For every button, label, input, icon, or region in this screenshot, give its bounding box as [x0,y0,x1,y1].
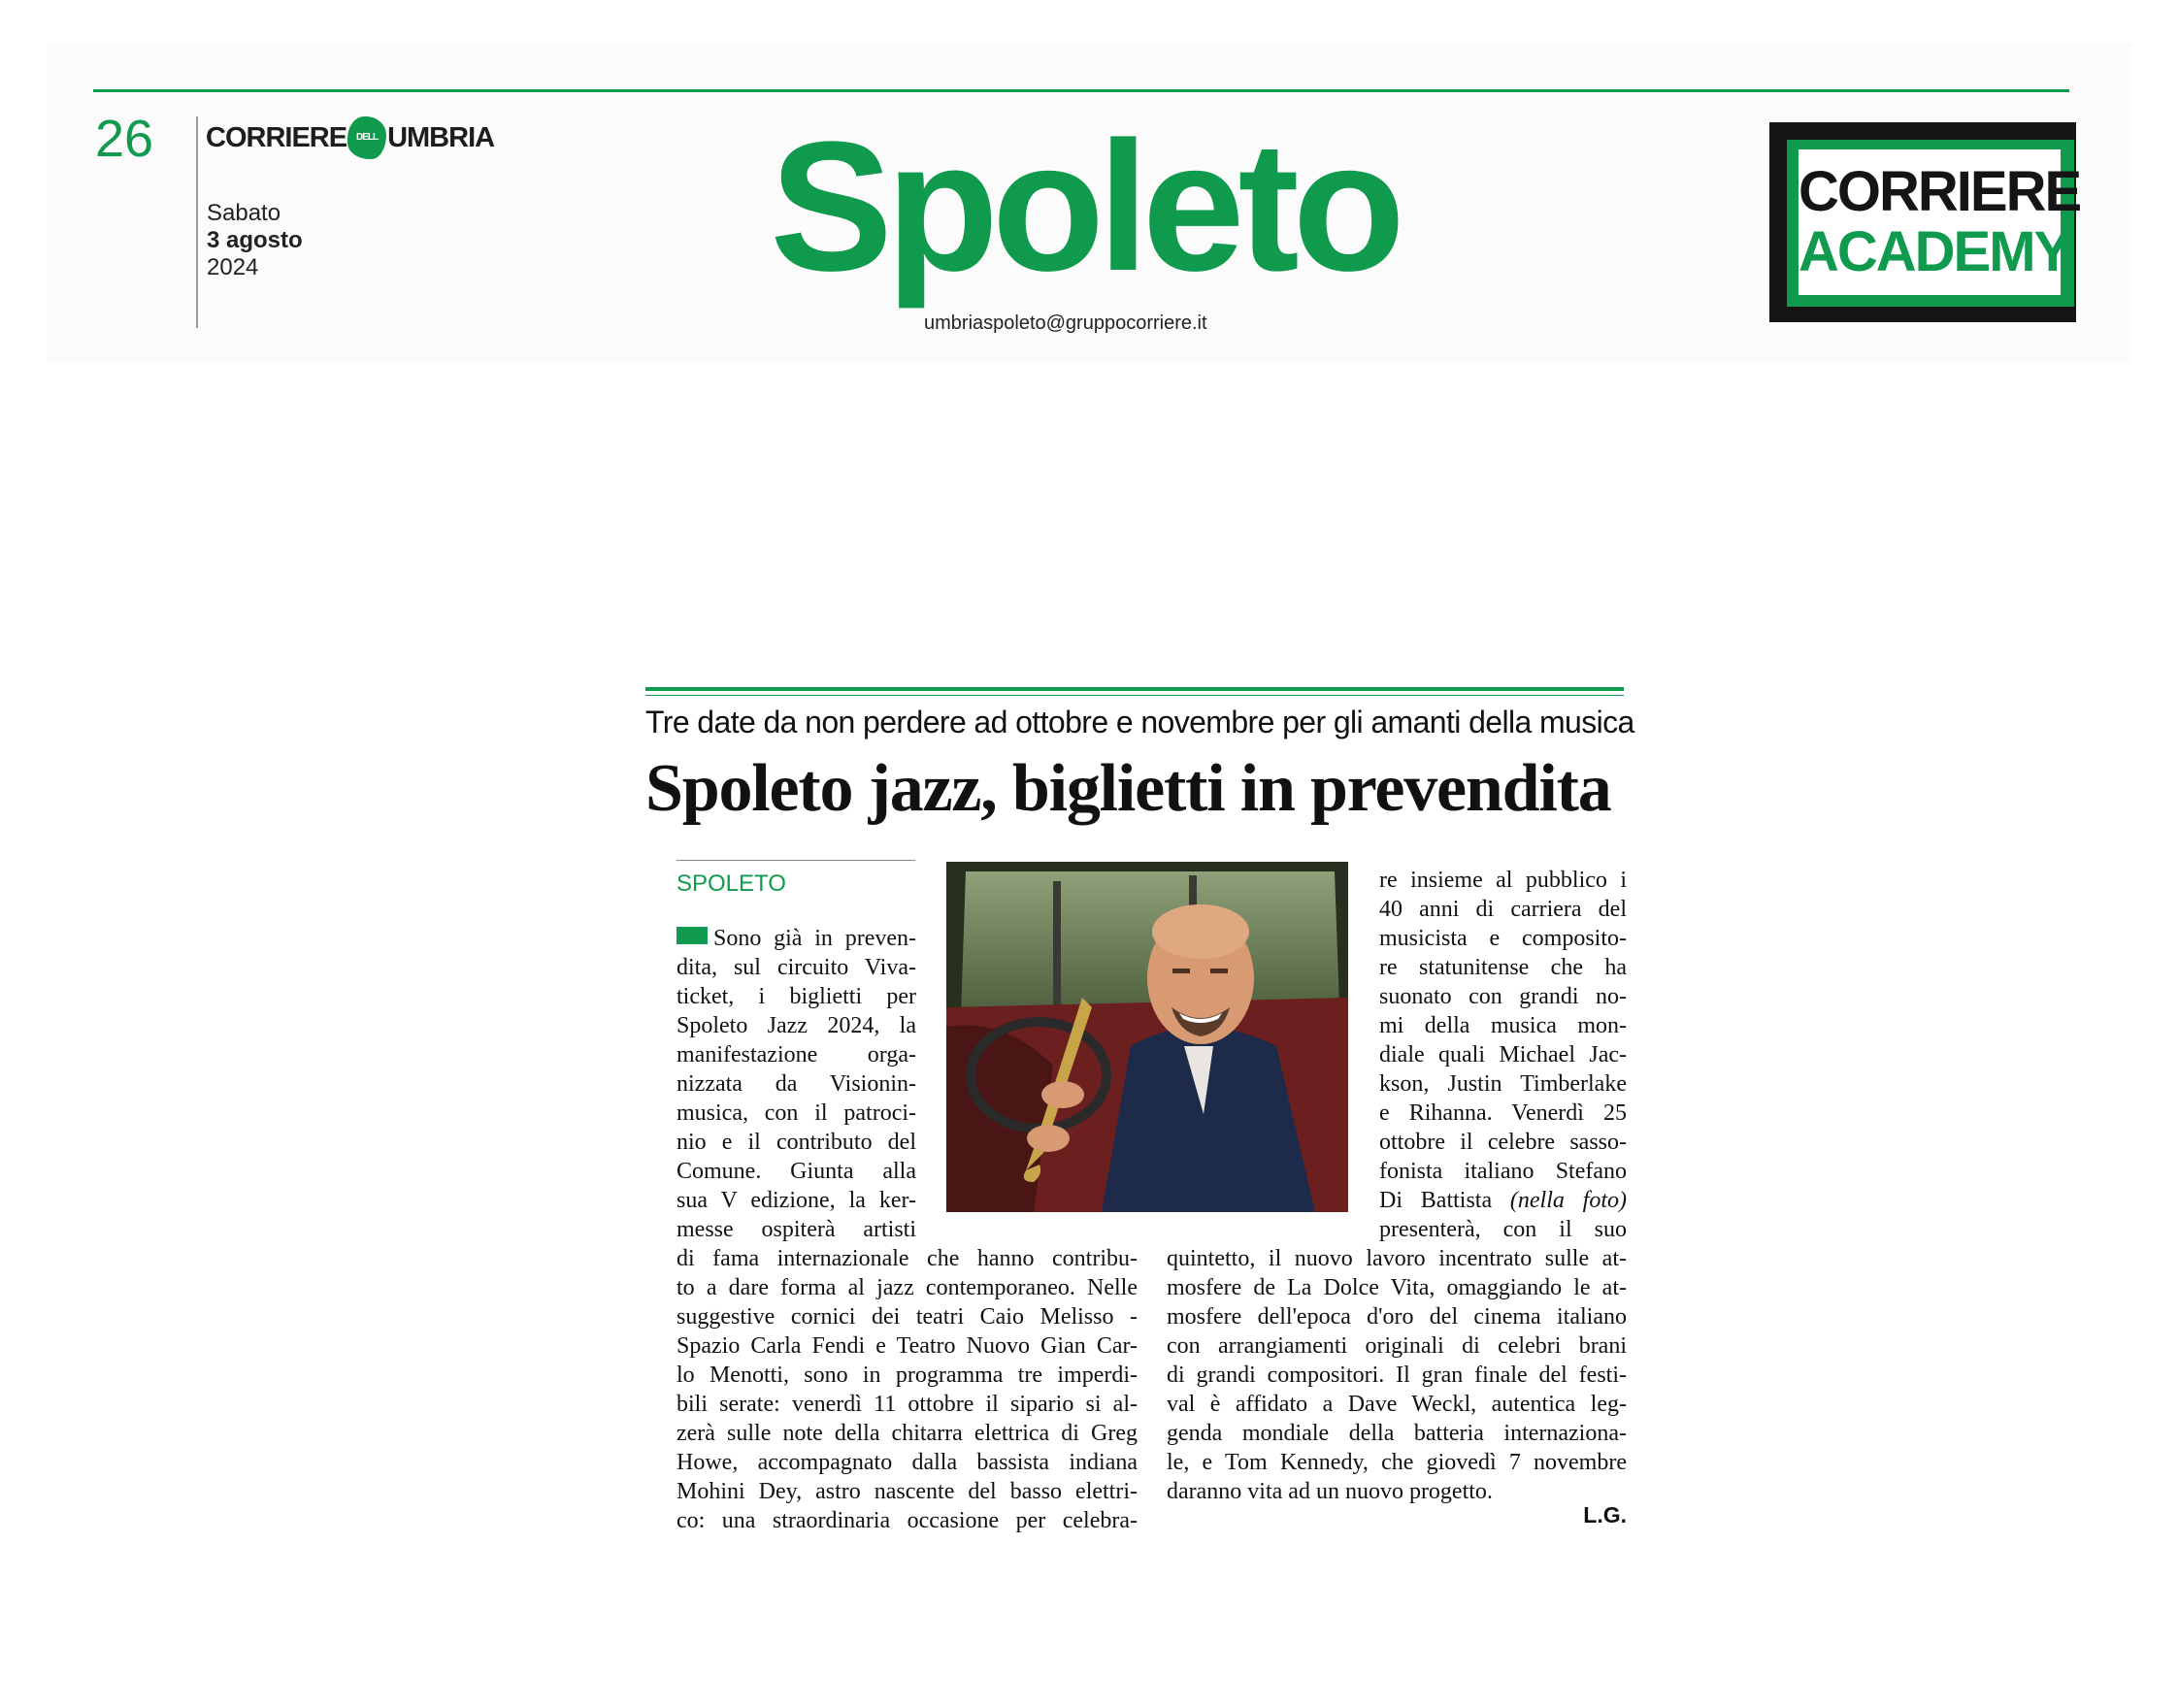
col3-line: musicista e composito- [1379,926,1627,951]
article-photo [946,862,1348,1212]
col4-line: daranno vita ad un nuovo progetto. [1167,1479,1493,1504]
academy-logo-line2: ACADEMY [1798,220,2070,283]
col1-line: ticket, i biglietti per [676,984,916,1009]
col2-line: to a dare forma al jazz contemporaneo. Nelle [676,1275,1138,1300]
issue-weekday: Sabato [207,200,281,226]
page-number: 26 [95,110,154,168]
col2-line: Spazio Carla Fendi e Teatro Nuovo Gian Car- [676,1333,1138,1359]
article-column-1 [676,924,916,1244]
academy-logo-plate [1798,149,2081,295]
newspaper-masthead [206,116,494,159]
umbria-region-icon [347,116,386,159]
col4-line: quintetto, il nuovo lavoro incentrato sulle at- [1167,1246,1627,1271]
col1-line: nizzata da Visionin- [676,1071,916,1097]
col1-line: Spoleto Jazz 2024, la [676,1013,916,1038]
header-divider [196,116,198,328]
col3-line: 40 anni di carriera del [1379,897,1627,922]
col1-line: nio e il contributo del [676,1130,916,1155]
masthead-left: CORRIERE [206,121,347,153]
issue-date [207,200,303,281]
col3-line: re statunitense che ha [1379,955,1627,980]
header-rule [93,89,2069,92]
issue-day: 3 agosto [207,227,303,253]
col1-line: messe ospiterà artisti [676,1217,916,1242]
article-column-2 [676,1244,1138,1535]
col3-line: kson, Justin Timberlake [1379,1071,1627,1097]
article-signature: L.G. [1583,1502,1627,1527]
academy-logo-frame [1787,140,2081,307]
article-rule-thin [645,695,1624,696]
corriere-academy-logo [1769,122,2081,322]
academy-logo-line1: CORRIERE [1798,160,2081,223]
col4-line: le, e Tom Kennedy, che giovedì 7 novembre [1167,1450,1627,1475]
col3-line: Di Battista (nella foto) [1379,1188,1628,1213]
col2-line: zerà sulle note della chitarra elettrica di Greg [676,1421,1138,1446]
article-kicker: Tre date da non perdere ad ottobre e novembre per gli amanti della musica [645,705,1634,739]
col2-line: suggestive cornici dei teatri Caio Melisso - [676,1304,1138,1330]
col4-line: mosfere dell'epoca d'oro del cinema italiano [1167,1304,1627,1330]
col3-line: mi della musica mon- [1379,1013,1627,1038]
col4-line: genda mondiale della batteria internaziona- [1167,1421,1627,1446]
col2-line: Howe, accompagnato dalla bassista indiana [676,1450,1138,1475]
col3-line: e Rihanna. Venerdì 25 [1379,1100,1627,1126]
col1-line: manifestazione orga- [676,1042,916,1068]
col4-line: mosfere de La Dolce Vita, omaggiando le at- [1167,1275,1627,1300]
article-dateline: SPOLETO [676,870,786,897]
col3-line: diale quali Michael Jac- [1379,1042,1627,1068]
dateline-rule [676,860,915,861]
col3-line: suonato con grandi no- [1379,984,1627,1009]
col4-line: val è affidato a Dave Weckl, autentica leg- [1167,1392,1627,1417]
col3-line: ottobre il celebre sasso- [1379,1130,1627,1155]
col1-line: dita, sul circuito Viva- [676,955,916,980]
col2-line: Mohini Dey, astro nascente del basso elettri- [676,1479,1138,1504]
col3-line: presenterà, con il suo [1379,1217,1627,1242]
col2-line: di fama internazionale che hanno contribu- [676,1246,1138,1271]
col3-line: fonista italiano Stefano [1379,1159,1627,1184]
col3-line: re insieme al pubblico i [1379,868,1627,893]
saxophonist-photo-icon [946,862,1348,1212]
lead-square-icon [676,927,708,944]
col1-line: Sono già in preven- [713,926,916,951]
col2-line: co: una straordinaria occasione per celebra- [676,1508,1138,1533]
issue-year: 2024 [207,254,259,280]
col2-line: lo Menotti, sono in programma tre imperdi- [676,1363,1138,1388]
article-headline: Spoleto jazz, biglietti in prevendita [645,751,1611,826]
col1-line: sua V edizione, la ker- [676,1188,916,1213]
col1-line: Comune. Giunta alla [676,1159,916,1184]
masthead-right: UMBRIA [387,121,495,153]
article-column-3 [1379,866,1627,1244]
col2-line: bili serate: venerdì 11 ottobre il sipario si al- [676,1392,1138,1417]
col1-line: musica, con il patroci- [676,1100,916,1126]
article-column-4 [1167,1244,1627,1506]
col4-line: con arrangiamenti originali di celebri brani [1167,1333,1627,1359]
section-title: Spoleto [770,104,1399,310]
masthead-mid: DELL [356,132,379,143]
section-email: umbriaspoleto@gruppocorriere.it [920,312,1211,335]
col4-line: di grandi compositori. Il gran finale del festi- [1167,1363,1627,1388]
article-rule-thick [645,687,1624,691]
